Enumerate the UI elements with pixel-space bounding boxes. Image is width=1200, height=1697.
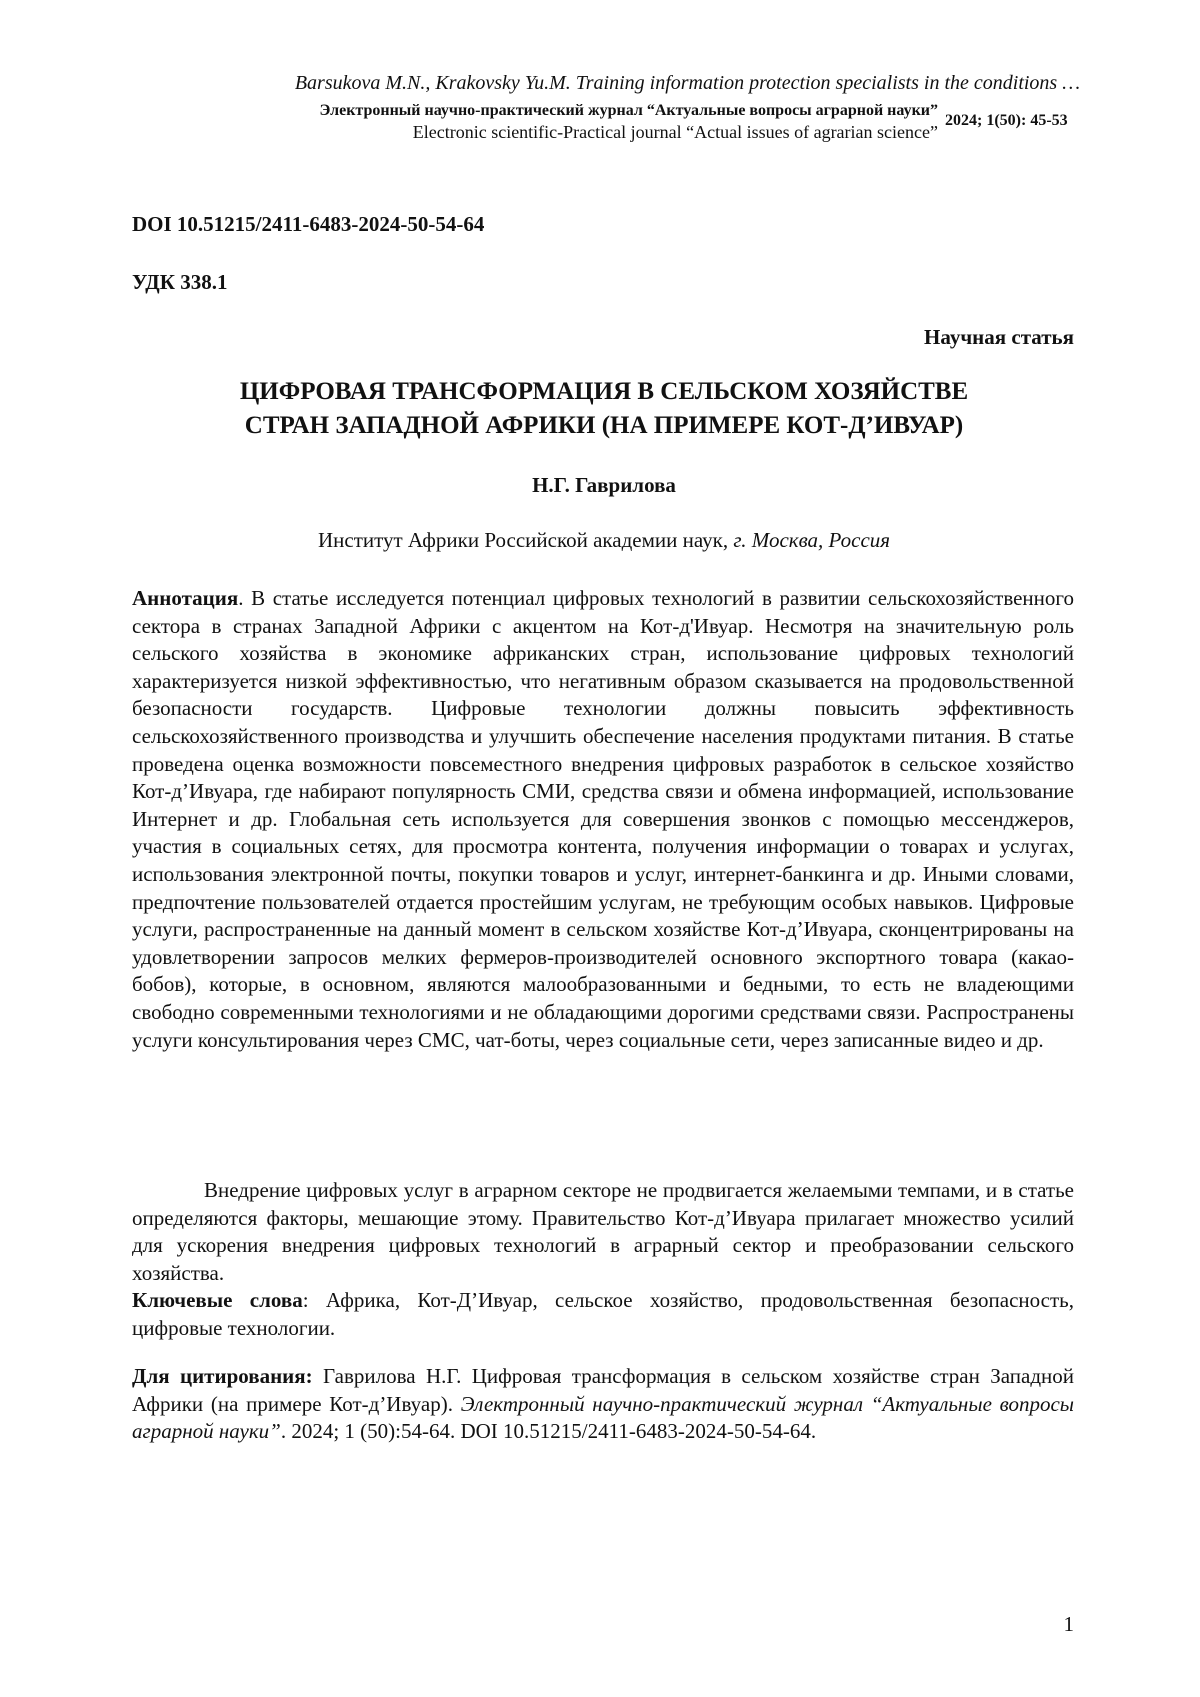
keywords [132, 1287, 1074, 1342]
journal-name-en: Electronic scientific-Practical journal “Actual issues of agrarian science” [150, 122, 938, 143]
citation-journal: Электронный научно-практический журнал “Актуальные вопросы аграрной науки” [132, 1392, 1074, 1444]
citation-text-1: Гаврилова Н.Г. Цифровая трансформация в сельском хозяйстве стран Западной Африки (на примере Кот-д’Ивуар). [132, 1364, 1074, 1416]
journal-issue: 2024; 1(50): 45-53 [945, 112, 1068, 130]
keywords-label: Ключевые слова [132, 1288, 303, 1312]
citation-text-2: . 2024; 1 (50):54-64. DOI 10.51215/2411-6483-2024-50-54-64. [281, 1419, 816, 1443]
citation-label: Для цитирования: [132, 1364, 313, 1388]
affiliation-institute: Институт Африки Российской академии наук, [318, 528, 728, 552]
running-header-authors: Barsukova M.N., Krakovsky Yu.M. Training information protection specialists in the conditions … [150, 72, 1080, 95]
article-title-line-2: СТРАН ЗАПАДНОЙ АФРИКИ (НА ПРИМЕРЕ КОТ-Д’ИВУАР) [132, 409, 1076, 443]
udk: УДК 338.1 [132, 270, 227, 295]
abstract [132, 585, 1074, 1054]
abstract-label: Аннотация [132, 586, 238, 610]
doi: DOI 10.51215/2411-6483-2024-50-54-64 [132, 212, 484, 237]
article-title-line-1: ЦИФРОВАЯ ТРАНСФОРМАЦИЯ В СЕЛЬСКОМ ХОЗЯЙСТВЕ [132, 375, 1076, 409]
abstract-text: . В статье исследуется потенциал цифровых технологий в развитии сельскохозяйственного сектора в странах Западной Африки с акцентом на Кот-д'Ивуар. Несмотря на значительную роль сельского хозяйства в экономике африканских стран, использование цифровых технологий характеризуется низкой эффективностью, что негативным образом сказывается на продовольственной безопасности государств. Цифровые технологии должны повысить эффективность сельскохозяйственного производства и улучшить обеспечение населения продуктами питания. В статье проведена оценка возможности повсеместного внедрения цифровых разработок в сельское хозяйство Кот-д’Ивуара, где набирают популярность СМИ, средства связи и обмена информацией, использование Интернет и др. Глобальная сеть используется для совершения звонков с помощью мессенджеров, участия в социальных сетях, для просмотра контента, получения информации о товарах и услугах, использования электронной почты, покупки товаров и услуг, интернет-банкинга и др. Иными словами, предпочтение пользователей отдается простейшим услугам, не требующим особых навыков. Цифровые услуги, распространенные на данный момент в сельском хозяйстве Кот-д’Ивуара, сконцентрированы на удовлетворении запросов мелких фермеров-производителей основного экспортного товара (какао-бобов), которые, в основном, являются малообразованными и бедными, то есть не владеющими свободно современными технологиями и не обладающими дорогими средствами связи. Распространены услуги консультирования через СМС, чат-боты, через социальные сети, через записанные видео и др. [132, 586, 1074, 1052]
citation [132, 1363, 1074, 1446]
page-number: 1 [1064, 1612, 1075, 1637]
author-name: Н.Г. Гаврилова [132, 473, 1076, 498]
abstract-paragraph-2: Внедрение цифровых услуг в аграрном секторе не продвигается желаемыми темпами, и в статье определяются факторы, мешающие этому. Правительство Кот-д’Ивуара прилагает множество усилий для ускорения внедрения цифровых технологий в аграрный сектор и преобразовании сельского хозяйства. [132, 1177, 1074, 1287]
affiliation [132, 528, 1076, 553]
keywords-text: : Африка, Кот-Д’Ивуар, сельское хозяйство, продовольственная безопасность, цифровые технологии. [132, 1288, 1074, 1340]
journal-name-ru: Электронный научно-практический журнал “Актуальные вопросы аграрной науки” [150, 102, 938, 120]
article-title [132, 375, 1076, 443]
affiliation-location: г. Москва, Россия [733, 528, 890, 552]
article-type: Научная статья [924, 325, 1074, 350]
